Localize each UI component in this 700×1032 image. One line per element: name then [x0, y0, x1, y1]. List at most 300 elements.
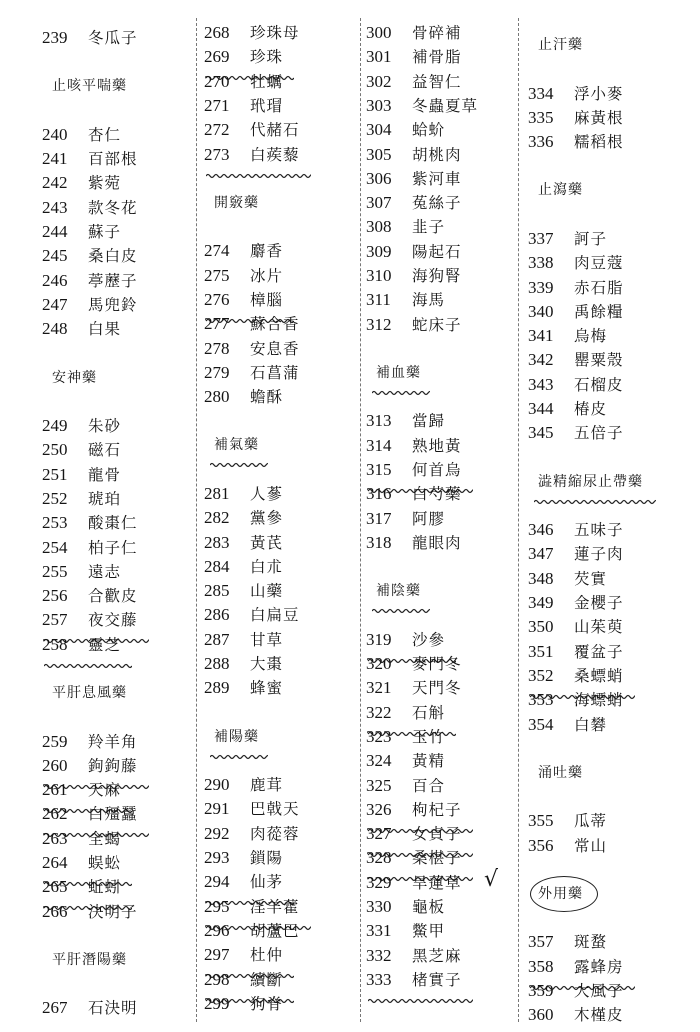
herb-entry	[42, 827, 192, 851]
herb-name: 決明子	[88, 902, 138, 921]
herb-name: 白殭蠶	[88, 805, 138, 824]
herb-entry	[204, 21, 354, 45]
checkmark-icon: √	[484, 866, 499, 892]
herb-name: 覆盆子	[574, 642, 624, 661]
entry-number: 248	[42, 319, 68, 339]
herb-entry	[528, 567, 678, 591]
herb-name: 遠志	[88, 562, 122, 581]
section-heading: 平肝潛陽藥	[52, 951, 127, 968]
herb-entry	[204, 361, 354, 385]
herb-entry	[366, 676, 516, 700]
herb-name: 桑椹子	[412, 849, 462, 868]
herb-entry	[204, 676, 354, 700]
entry-number: 325	[366, 775, 392, 795]
herb-name: 珍珠	[250, 48, 284, 67]
herb-entry	[366, 118, 516, 142]
entry-number: 298	[204, 969, 230, 989]
herb-entry	[204, 822, 354, 846]
entry-number: 264	[42, 853, 68, 872]
entry-number: 295	[204, 896, 230, 916]
herb-name: 蜈蚣	[88, 854, 122, 872]
herb-entry	[42, 317, 192, 341]
herb-name: 天麻	[88, 781, 122, 800]
herb-entry	[366, 409, 516, 433]
entry-number: 331	[366, 921, 392, 941]
entry-number: 343	[528, 374, 554, 394]
entry-number: 290	[204, 775, 230, 795]
entry-number: 293	[204, 848, 230, 867]
herb-entry	[528, 373, 678, 397]
herb-name: 五味子	[574, 521, 624, 540]
herb-name: 全蝎	[88, 829, 122, 848]
entry-number: 306	[366, 168, 392, 188]
herb-entry	[366, 240, 516, 264]
herb-name: 麥門冬	[412, 655, 462, 673]
entry-number: 245	[42, 246, 68, 266]
herb-name: 肉蓯蓉	[250, 824, 300, 843]
herb-entry	[42, 244, 192, 268]
herb-entry	[528, 979, 678, 1003]
herb-name: 大棗	[250, 655, 284, 673]
entry-number: 279	[204, 362, 230, 382]
herb-entry	[204, 239, 354, 263]
herb-name: 椿皮	[574, 400, 608, 418]
entry-number: 294	[204, 872, 230, 892]
herb-name: 黃芪	[250, 533, 284, 552]
entry-number: 271	[204, 95, 230, 115]
herb-name: 山茱萸	[574, 618, 624, 637]
herb-name: 白蒺藜	[250, 145, 300, 164]
herb-entry	[204, 579, 354, 603]
entry-number: 280	[204, 387, 230, 407]
herb-entry	[42, 123, 192, 147]
herb-name: 烏梅	[574, 327, 608, 346]
entry-number: 315	[366, 460, 392, 479]
herb-entry	[42, 171, 192, 195]
herb-name: 鉤鉤藤	[88, 756, 138, 775]
herb-entry	[528, 251, 678, 275]
entry-number: 322	[366, 702, 392, 722]
entry-number: 276	[204, 289, 230, 309]
herb-entry	[528, 130, 678, 154]
entry-number: 262	[42, 804, 68, 824]
herb-entry	[528, 615, 678, 639]
entry-number: 320	[366, 654, 392, 673]
herb-entry	[42, 560, 192, 584]
herb-name: 狗脊	[250, 994, 284, 1013]
herb-entry	[366, 652, 516, 676]
entry-number: 304	[366, 120, 392, 140]
herb-name: 大風子	[574, 982, 624, 1000]
herb-name: 旱蓮草	[412, 873, 462, 892]
herb-name: 冰片	[250, 266, 284, 285]
herb-name: 杜仲	[250, 946, 284, 965]
herb-name: 白朮	[250, 557, 284, 576]
entry-number: 261	[42, 780, 68, 800]
herb-entry	[528, 640, 678, 664]
entry-number: 358	[528, 956, 554, 976]
entry-number: 344	[528, 399, 554, 418]
herb-name: 朱砂	[88, 417, 122, 435]
herb-name: 黑芝麻	[412, 946, 462, 965]
entry-number: 345	[528, 423, 554, 443]
herb-entry	[204, 919, 354, 943]
herb-entry	[528, 713, 678, 737]
herb-entry	[42, 584, 192, 608]
entry-number: 285	[204, 581, 230, 601]
herb-name: 葶藶子	[88, 271, 138, 290]
herb-entry	[42, 293, 192, 317]
entry-number: 282	[204, 508, 230, 528]
entry-number: 251	[42, 464, 68, 484]
herb-name: 安息香	[250, 339, 300, 358]
herb-entry	[528, 930, 678, 954]
herb-entry	[204, 555, 354, 579]
entry-number: 316	[366, 484, 392, 504]
herb-name: 何首烏	[412, 461, 462, 479]
herb-entry	[366, 70, 516, 94]
herb-name: 胡蘆巴	[250, 921, 300, 940]
herb-name: 金櫻子	[574, 594, 624, 612]
herb-name: 桑白皮	[88, 247, 138, 266]
entry-number: 347	[528, 544, 554, 564]
entry-number: 249	[42, 416, 68, 435]
entry-number: 335	[528, 107, 554, 127]
entry-number: 284	[204, 556, 230, 576]
herb-name: 龜板	[412, 898, 446, 916]
herb-entry	[204, 628, 354, 652]
entry-number: 357	[528, 932, 554, 952]
herb-entry	[366, 143, 516, 167]
section-heading: 開竅藥	[214, 194, 259, 211]
entry-number: 244	[42, 222, 68, 241]
herb-entry	[204, 264, 354, 288]
herb-entry	[204, 846, 354, 870]
herb-name: 紫菀	[88, 174, 122, 193]
herb-entry	[528, 106, 678, 130]
herb-name: 海螵蛸	[574, 691, 624, 710]
entry-number: 265	[42, 877, 68, 897]
herb-name: 冬瓜子	[88, 29, 138, 47]
herb-entry	[528, 809, 678, 833]
herb-name: 仙茅	[250, 873, 284, 892]
herb-name: 枸杞子	[412, 800, 462, 819]
entry-number: 241	[42, 149, 68, 169]
entry-number: 328	[366, 848, 392, 868]
herb-name: 木槿皮	[574, 1006, 624, 1025]
entry-number: 355	[528, 811, 554, 831]
herb-name: 罌粟殼	[574, 351, 624, 370]
herb-name: 當歸	[412, 412, 446, 431]
herb-name: 白扁豆	[250, 606, 300, 625]
herb-name: 瓜蒂	[574, 812, 608, 831]
herb-name: 白芍藥	[412, 485, 462, 504]
handwritten-underline	[210, 453, 268, 459]
entry-number: 352	[528, 665, 554, 685]
herb-entry	[42, 196, 192, 220]
section-heading: 補陽藥	[214, 728, 259, 745]
herb-name: 麝香	[250, 242, 284, 261]
entry-number: 277	[204, 314, 230, 334]
herb-entry	[528, 421, 678, 445]
herb-name: 樟腦	[250, 290, 284, 309]
column-divider	[518, 18, 519, 1022]
herb-entry	[528, 1003, 678, 1027]
handwritten-underline	[210, 745, 268, 751]
herb-entry	[528, 591, 678, 615]
herb-name: 鎖陽	[250, 849, 284, 867]
herb-entry	[366, 21, 516, 45]
herb-entry	[204, 337, 354, 361]
entry-number: 302	[366, 71, 392, 91]
herb-name: 羚羊角	[88, 732, 138, 751]
entry-number: 247	[42, 294, 68, 314]
entry-number: 292	[204, 823, 230, 843]
entry-number: 240	[42, 124, 68, 144]
herb-name: 斑蝥	[574, 933, 608, 952]
herb-entry	[366, 264, 516, 288]
entry-number: 266	[42, 901, 68, 921]
herb-name: 龍眼肉	[412, 533, 462, 552]
entry-number: 323	[366, 726, 392, 746]
entry-number: 253	[42, 513, 68, 533]
entry-number: 310	[366, 266, 392, 285]
herb-name: 骨碎補	[412, 24, 462, 42]
herb-entry	[366, 288, 516, 312]
herb-name: 阿膠	[412, 509, 446, 528]
herb-entry	[366, 215, 516, 239]
herb-name: 肉豆蔻	[574, 254, 624, 273]
entry-number: 299	[204, 993, 230, 1013]
entry-number: 270	[204, 71, 230, 91]
entry-number: 257	[42, 610, 68, 630]
entry-number: 256	[42, 586, 68, 606]
herb-entry	[528, 227, 678, 251]
handwritten-underline	[206, 164, 311, 170]
section-heading: 補血藥	[376, 364, 421, 381]
entry-number: 272	[204, 120, 230, 140]
herb-entry	[528, 397, 678, 421]
entry-number: 327	[366, 824, 392, 844]
entry-number: 359	[528, 981, 554, 1000]
entry-number: 275	[204, 265, 230, 285]
handwritten-circle	[530, 876, 598, 912]
entry-number: 346	[528, 520, 554, 540]
herb-name: 蘇合香	[250, 315, 300, 334]
entry-number: 354	[528, 714, 554, 734]
entry-number: 349	[528, 593, 554, 612]
herb-entry	[42, 220, 192, 244]
entry-number: 313	[366, 411, 392, 431]
herb-entry	[42, 730, 192, 754]
herb-entry	[366, 167, 516, 191]
entry-number: 286	[204, 605, 230, 625]
entry-number: 281	[204, 483, 230, 503]
herb-name: 百合	[412, 776, 446, 795]
herb-name: 靈芝	[88, 635, 122, 654]
section-heading: 平肝息風藥	[52, 685, 127, 701]
herb-name: 龍骨	[88, 465, 122, 484]
herb-entry	[204, 94, 354, 118]
entry-number: 268	[204, 23, 230, 42]
herb-name: 陽起石	[412, 242, 462, 261]
herb-entry	[204, 506, 354, 530]
herb-name: 沙參	[412, 630, 446, 649]
herb-name: 牡蠣	[250, 72, 284, 91]
herb-name: 赤石脂	[574, 278, 624, 297]
herb-name: 糯稻根	[574, 133, 624, 152]
herb-name: 白礬	[574, 715, 608, 734]
entry-number: 360	[528, 1005, 554, 1025]
herb-name: 甘草	[250, 630, 284, 649]
entry-number: 267	[42, 998, 68, 1018]
herb-entry	[528, 300, 678, 324]
entry-number: 254	[42, 537, 68, 557]
herb-entry	[366, 191, 516, 215]
handwritten-underline	[534, 490, 656, 496]
section-heading: 安神藥	[52, 369, 97, 386]
herb-name: 海馬	[412, 291, 446, 310]
herb-name: 熟地黃	[412, 436, 462, 455]
column-divider	[360, 18, 361, 1022]
entry-number: 340	[528, 301, 554, 321]
herb-name: 浮小麥	[574, 84, 624, 103]
herb-entry	[204, 118, 354, 142]
herb-name: 常山	[574, 836, 608, 855]
entry-number: 278	[204, 338, 230, 358]
herb-name: 磁石	[88, 441, 122, 460]
herb-entry	[204, 385, 354, 409]
herb-name: 蛤蚧	[412, 121, 446, 140]
section-heading: 外用藥	[538, 885, 583, 902]
entry-number: 342	[528, 350, 554, 370]
section-heading: 止汗藥	[538, 37, 583, 53]
entry-number: 289	[204, 678, 230, 698]
herb-entry	[204, 992, 354, 1016]
entry-number: 351	[528, 641, 554, 661]
entry-number: 319	[366, 629, 392, 649]
herb-name: 合歡皮	[88, 587, 138, 606]
herb-entry	[366, 313, 516, 337]
herb-name: 蜂蜜	[250, 679, 284, 698]
herb-name: 夜交藤	[88, 611, 138, 630]
entry-number: 307	[366, 193, 392, 213]
herb-name: 冬蟲夏草	[412, 96, 479, 115]
herb-entry	[366, 944, 516, 968]
entry-number: 305	[366, 144, 392, 164]
herb-name: 麻黃根	[574, 108, 624, 127]
herb-entry	[366, 749, 516, 773]
herb-name: 黨參	[250, 509, 284, 528]
herb-name: 露蜂房	[574, 957, 624, 976]
entry-number: 242	[42, 173, 68, 193]
entry-number: 239	[42, 28, 68, 47]
herb-name: 胡桃肉	[412, 145, 462, 164]
section-heading: 止咳平喘藥	[52, 78, 127, 95]
herb-entry	[366, 531, 516, 555]
handwritten-underline	[372, 381, 430, 387]
herb-name: 玳瑁	[250, 96, 284, 115]
herb-name: 補骨脂	[412, 48, 462, 67]
entry-number: 317	[366, 508, 392, 528]
column-divider	[196, 18, 197, 1022]
herb-name: 珍珠母	[250, 24, 300, 42]
herb-name: 柏子仁	[88, 538, 138, 557]
herb-entry	[528, 834, 678, 858]
herb-entry	[204, 797, 354, 821]
entry-number: 283	[204, 532, 230, 552]
entry-number: 350	[528, 617, 554, 637]
handwritten-underline	[44, 654, 132, 660]
entry-number: 301	[366, 47, 392, 67]
herb-name: 山藥	[250, 582, 284, 601]
entry-number: 308	[366, 217, 392, 237]
herb-entry	[366, 895, 516, 919]
herb-name: 韭子	[412, 218, 446, 237]
handwritten-underline	[368, 989, 473, 995]
herb-entry	[204, 70, 354, 94]
entry-number: 332	[366, 945, 392, 965]
herb-entry	[366, 919, 516, 943]
entry-number: 348	[528, 568, 554, 588]
herb-entry	[42, 511, 192, 535]
herb-entry	[42, 26, 192, 50]
herb-name: 石菖蒲	[250, 363, 300, 382]
herb-entry	[366, 774, 516, 798]
herb-name: 石決明	[88, 999, 138, 1018]
herb-name: 蘇子	[88, 223, 122, 241]
herb-entry	[204, 312, 354, 336]
herb-entry	[42, 487, 192, 511]
herb-entry	[528, 276, 678, 300]
herb-name: 琥珀	[88, 489, 122, 508]
herb-name: 女貞子	[412, 825, 462, 844]
entry-number: 255	[42, 561, 68, 581]
handwritten-underline	[372, 599, 430, 605]
section-heading: 澁精縮尿止帶藥	[538, 473, 643, 490]
entry-number: 291	[204, 799, 230, 819]
herb-name: 代赭石	[250, 121, 300, 140]
herb-name: 蟾酥	[250, 388, 284, 407]
entry-number: 353	[528, 690, 554, 710]
herb-name: 鹿茸	[250, 776, 284, 795]
entry-number: 337	[528, 228, 554, 248]
entry-number: 318	[366, 532, 392, 552]
herb-name: 淫羊藿	[250, 897, 300, 916]
herb-name: 鱉甲	[412, 922, 446, 941]
entry-number: 243	[42, 197, 68, 217]
herb-entry	[42, 463, 192, 487]
herb-name: 黃精	[412, 752, 446, 771]
herb-entry	[42, 414, 192, 438]
herb-name: 人蔘	[250, 484, 284, 503]
entry-number: 269	[204, 47, 230, 67]
herb-entry	[42, 269, 192, 293]
entry-number: 321	[366, 678, 392, 698]
entry-number: 258	[42, 634, 68, 654]
entry-number: 330	[366, 897, 392, 916]
entry-number: 300	[366, 23, 392, 42]
entry-number: 252	[42, 488, 68, 508]
herb-name: 楮實子	[412, 970, 462, 989]
entry-number: 314	[366, 435, 392, 455]
herb-name: 續斷	[250, 970, 284, 989]
herb-name: 桑螵蛸	[574, 666, 624, 685]
entry-number: 334	[528, 83, 554, 103]
herb-entry	[366, 45, 516, 69]
herb-entry	[528, 542, 678, 566]
entry-number: 339	[528, 277, 554, 297]
